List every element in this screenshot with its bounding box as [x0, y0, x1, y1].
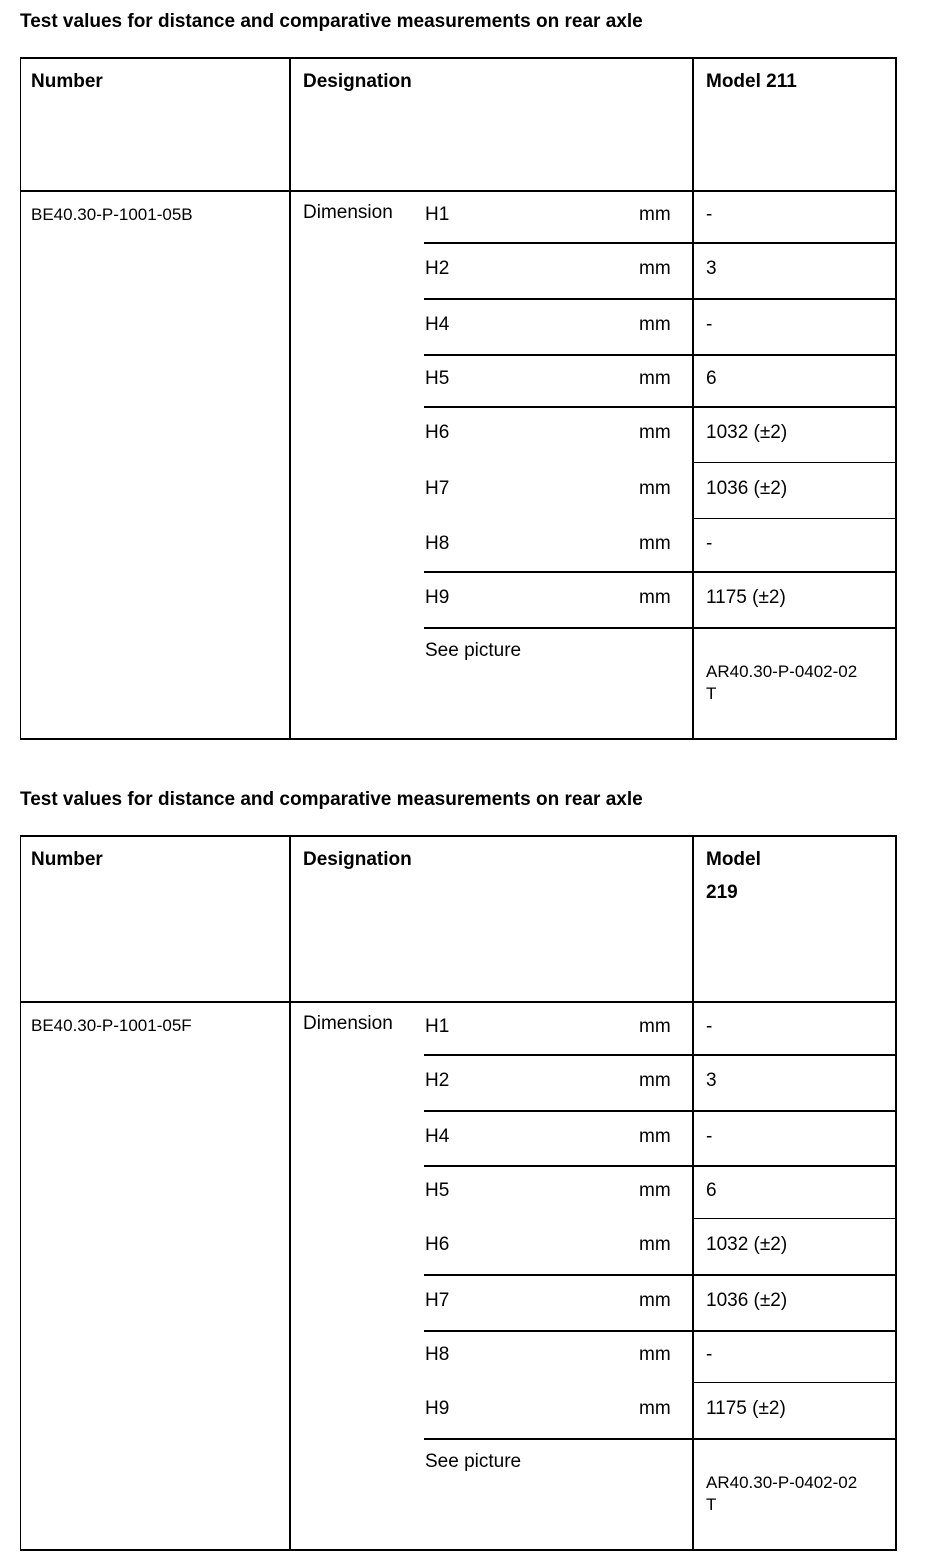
header-model: Model — [706, 849, 761, 870]
dimension-label: H2 — [425, 258, 450, 279]
header-model: Model 211 — [706, 71, 797, 92]
dimension-unit: mm — [639, 478, 671, 499]
designation-label: Dimension — [303, 202, 393, 223]
row-divider — [692, 1218, 896, 1219]
picture-reference: AR40.30-P-0402-02 — [706, 662, 858, 681]
dimension-label: H5 — [425, 368, 450, 389]
header-divider — [20, 190, 896, 192]
header-divider — [20, 1001, 896, 1003]
dimension-label: H8 — [425, 1344, 450, 1365]
dimension-value: 1032 (±2) — [706, 422, 788, 443]
dimension-label: H6 — [425, 422, 450, 443]
dimension-unit: mm — [639, 587, 671, 608]
dimension-value: 1036 (±2) — [706, 478, 788, 499]
dimension-unit: mm — [639, 1126, 671, 1147]
dimension-unit: mm — [639, 1344, 671, 1365]
dimension-value: - — [706, 533, 713, 554]
column-divider-value — [692, 57, 694, 740]
table-border-bottom — [20, 738, 896, 740]
table-border-right — [895, 835, 897, 1551]
dimension-unit: mm — [639, 422, 671, 443]
part-number: BE40.30-P-1001-05B — [31, 205, 193, 224]
dimension-value: - — [706, 1126, 713, 1147]
row-divider — [424, 1054, 896, 1056]
dimension-label: H1 — [425, 1016, 450, 1037]
table-title: Test values for distance and comparative measurements on rear axle — [20, 11, 643, 32]
row-divider — [424, 242, 896, 244]
table-border-left — [20, 835, 21, 1551]
dimension-value: 6 — [706, 368, 717, 389]
row-divider — [424, 1274, 896, 1276]
table-border-left — [20, 57, 21, 740]
header-number: Number — [31, 71, 103, 92]
dimension-unit: mm — [639, 258, 671, 279]
see-picture-label: See picture — [425, 640, 522, 661]
header-model-line2: 219 — [706, 882, 738, 903]
row-divider — [424, 1165, 896, 1167]
table-border-bottom — [20, 1549, 896, 1551]
dimension-value: 6 — [706, 1180, 717, 1201]
table-border-top — [20, 57, 896, 59]
dimension-unit: mm — [639, 314, 671, 335]
dimension-label: H8 — [425, 533, 450, 554]
dimension-unit: mm — [639, 1234, 671, 1255]
row-divider — [692, 1382, 896, 1383]
row-divider — [692, 462, 896, 463]
row-divider — [424, 571, 896, 573]
dimension-unit: mm — [639, 1016, 671, 1037]
dimension-value: - — [706, 314, 713, 335]
dimension-unit: mm — [639, 1398, 671, 1419]
dimension-unit: mm — [639, 368, 671, 389]
dimension-value: - — [706, 1344, 713, 1365]
row-divider — [424, 627, 896, 629]
dimension-value: 1175 (±2) — [706, 1398, 786, 1419]
header-designation: Designation — [303, 849, 412, 870]
dimension-value: 3 — [706, 258, 717, 279]
row-divider — [424, 406, 896, 408]
dimension-unit: mm — [639, 533, 671, 554]
table-border-right — [895, 57, 897, 740]
dimension-label: H4 — [425, 314, 450, 335]
column-divider-number — [289, 57, 291, 740]
row-divider — [424, 354, 896, 356]
row-divider — [692, 518, 896, 519]
dimension-label: H9 — [425, 587, 450, 608]
dimension-unit: mm — [639, 204, 671, 225]
dimension-value: 1175 (±2) — [706, 587, 786, 608]
dimension-label: H7 — [425, 1290, 450, 1311]
row-divider — [424, 298, 896, 300]
dimension-label: H1 — [425, 204, 450, 225]
dimension-value: 3 — [706, 1070, 717, 1091]
dimension-unit: mm — [639, 1290, 671, 1311]
row-divider — [424, 1110, 896, 1112]
part-number: BE40.30-P-1001-05F — [31, 1016, 192, 1035]
dimension-value: 1032 (±2) — [706, 1234, 788, 1255]
dimension-value: - — [706, 204, 713, 225]
picture-reference-suffix: T — [706, 684, 717, 703]
dimension-value: 1036 (±2) — [706, 1290, 788, 1311]
picture-reference: AR40.30-P-0402-02 — [706, 1473, 858, 1492]
dimension-value: - — [706, 1016, 713, 1037]
row-divider — [424, 1438, 896, 1440]
table-border-top — [20, 835, 896, 837]
dimension-label: H7 — [425, 478, 450, 499]
dimension-unit: mm — [639, 1180, 671, 1201]
see-picture-label: See picture — [425, 1451, 522, 1472]
dimension-label: H5 — [425, 1180, 450, 1201]
row-divider — [424, 1330, 896, 1332]
header-number: Number — [31, 849, 103, 870]
dimension-label: H2 — [425, 1070, 450, 1091]
column-divider-value — [692, 835, 694, 1551]
dimension-unit: mm — [639, 1070, 671, 1091]
picture-reference-suffix: T — [706, 1495, 717, 1514]
dimension-label: H4 — [425, 1126, 450, 1147]
dimension-label: H9 — [425, 1398, 450, 1419]
table-title: Test values for distance and comparative measurements on rear axle — [20, 789, 643, 810]
header-designation: Designation — [303, 71, 412, 92]
column-divider-number — [289, 835, 291, 1551]
dimension-label: H6 — [425, 1234, 450, 1255]
designation-label: Dimension — [303, 1013, 393, 1034]
